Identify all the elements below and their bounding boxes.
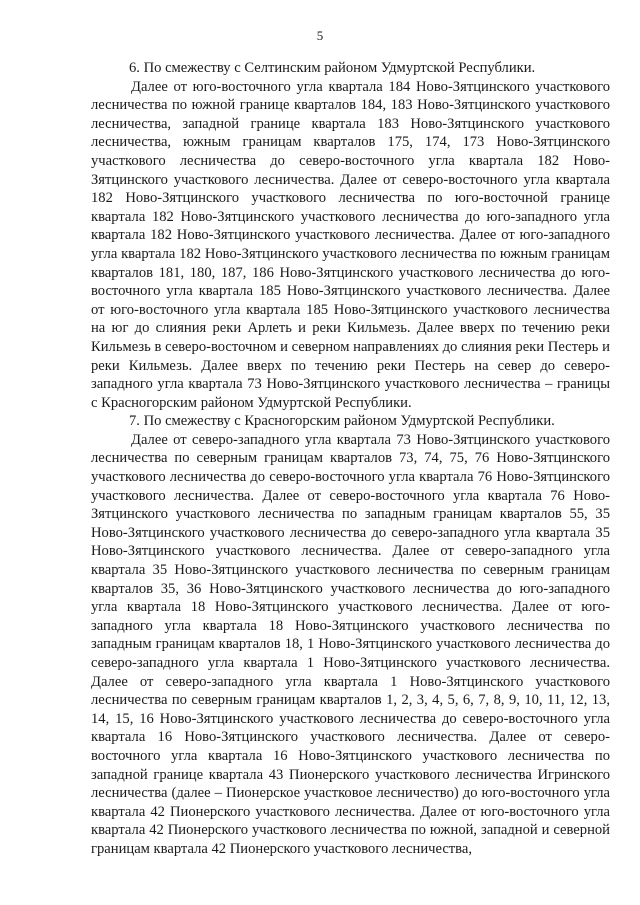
page-number: 5 xyxy=(316,28,324,43)
section-paragraph-krasnogorsk: Далее от северо-западного угла квартала 73 Ново-Зятцинского участкового лесничества по северным границам кварталов 73, 74, 75, 76 Ново-Зятцинского участкового лесничества до северо-восточного угла квартала 76 Ново-Зятцинского участкового лесничества. Далее от северо-восточного угла квартала 76 Ново-Зятцинского участкового лесничества по западным границам кварталов 55, 35 Ново-Зятцинского участкового лесничества до северо-западного угла квартала 35 Ново-Зятцинского участкового лесничества. Далее от северо-западного угла квартала 35 Ново-Зятцинского участкового лесничества по северным границам кварталов 35, 36 Ново-Зятцинского участкового лесничества до юго-западного угла квартала 18 Ново-Зятцинского участкового лесничества. Далее от юго-западного угла квартала 18 Ново-Зятцинского участкового лесничества по западным границам кварталов 18, 1 Ново-Зятцинского участкового лесничества до северо-западного угла квартала 1 Ново-Зятцинского участкового лесничества. Далее от северо-западного угла квартала 1 Ново-Зятцинского участкового лесничества по северным границам кварталов 1, 2, 3, 4, 5, 6, 7, 8, 9, 10, 11, 12, 13, 14, 15, 16 Ново-Зятцинского участкового лесничества до северо-восточного угла квартала 16 Ново-Зятцинского участкового лесничества. Далее от северо-восточного угла квартала 16 Ново-Зятцинского участкового лесничества по западной границе квартала 43 Пионерского участкового лесничества Игринского лесничества (далее – Пионерское участковое лесничество) до юго-восточного угла квартала 42 Пионерского участкового лесничества. Далее от юго-восточного угла квартала 42 Пионерского участкового лесничества по южной, западной и северной границам квартала 42 Пионерского участкового лесничества, xyxy=(91,431,610,857)
document-body xyxy=(91,59,610,859)
section-paragraph-selty: Далее от юго-восточного угла квартала 184 Ново-Зятцинского участкового лесничества по южной границе кварталов 184, 183 Ново-Зятцинского участкового лесничества, западной границе квартала 183 Ново-Зятцинского участкового лесничества, южным границам кварталов 175, 174, 173 Ново-Зятцинского участкового лесничества до северо-восточного угла квартала 182 Ново-Зятцинского участкового лесничества. Далее от северо-восточного угла квартала 182 Ново-Зятцинского участкового лесничества по юго-восточной границе квартала 182 Ново-Зятцинского участкового лесничества до юго-западного угла квартала 182 Ново-Зятцинского участкового лесничества. Далее от юго-западного угла квартала 182 Ново-Зятцинского участкового лесничества по южным границам кварталов 181, 180, 187, 186 Ново-Зятцинского участкового лесничества до юго-восточного угла квартала 185 Ново-Зятцинского участкового лесничества. Далее от юго-восточного угла квартала 185 Ново-Зятцинского участкового лесничества на юг до слияния реки Арлеть и реки Кильмезь. Далее вверх по течению реки Кильмезь в северо-восточном и северном направлениях до слияния реки Пестерь и реки Кильмезь. Далее вверх по течению реки Пестерь на север до северо-западного угла квартала 73 Ново-Зятцинского участкового лесничества – границы с Красногорским районом Удмуртской Республики. xyxy=(91,78,610,411)
section-heading-selty: 6. По смежеству с Селтинским районом Удмуртской Республики. xyxy=(129,60,536,76)
section-heading-krasnogorsk: 7. По смежеству с Красногорским районом Удмуртской Республики. xyxy=(129,413,555,430)
